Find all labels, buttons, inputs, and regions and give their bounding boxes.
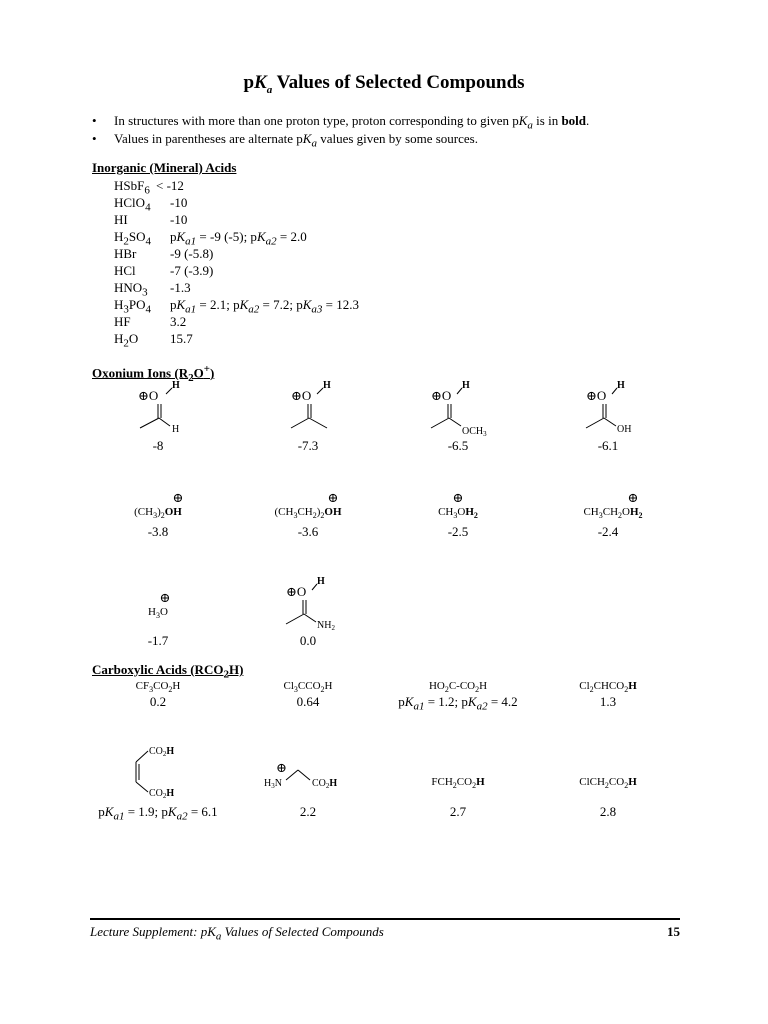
svg-text:⊕O: ⊕O (431, 388, 452, 403)
protonated-ketone-structure (285, 376, 355, 436)
protonated-ester-structure (425, 376, 505, 438)
svg-text:CO2H: $CO_2H$ (312, 778, 338, 790)
acid-formula: HF (114, 314, 131, 329)
acid-label: $Cl_2CHCO_2H$ (579, 680, 637, 695)
acid-formula: $H_3PO_4$ (114, 297, 152, 316)
page-title: $pK_a$ Values of Selected Compounds (243, 72, 525, 96)
pka-value: 1.3 (599, 694, 617, 709)
footer-rule (90, 918, 680, 920)
acid-formula: HCl (114, 263, 136, 278)
section-heading-inorganic: Inorganic (Mineral) Acids (92, 160, 237, 175)
acid-formula: HClO$_4$ (114, 195, 151, 214)
pka-value: $pK_{a1} = 1.2$; $pK_{a2} = 4.2$ (398, 694, 518, 713)
pka-value: 2.8 (599, 804, 617, 819)
oxonium-label: ⊕ $(CH_3)_2OH$ (134, 490, 184, 521)
pka-value: -2.4 (597, 524, 619, 539)
acid-formula: HSbF$_6$ (114, 178, 150, 197)
protonated-aldehyde-structure (130, 376, 200, 436)
acid-value: -10 (170, 195, 188, 210)
svg-text:H: H (462, 380, 470, 391)
oxonium-label: ⊕ $(CH_3CH_2)_2OH$ (274, 490, 342, 521)
note-item: • In structures with more than one proton type, proton corresponding to given $pK_a$ is in bold. (92, 112, 589, 130)
svg-text:H: H (172, 380, 180, 391)
oxonium-label: ⊕ $CH_3CH_2OH_2$ (583, 490, 643, 521)
acid-label: $CF_3CO_2H$ (135, 680, 181, 695)
acid-formula: $HNO_3$ (114, 280, 148, 299)
acid-formula: HI (114, 212, 128, 227)
svg-text:H: H (172, 424, 180, 435)
pka-value: 0.0 (299, 633, 317, 648)
pka-value: -6.1 (597, 438, 619, 453)
acid-value: < -12 (156, 178, 184, 193)
oxonium-label: ⊕ $CH_3OH_2$ (438, 490, 478, 521)
svg-text:H: H (617, 380, 625, 391)
acid-value: -9 (-5.8) (170, 246, 214, 261)
pka-value: -2.5 (447, 524, 469, 539)
svg-text:CO2H: $CO_2H$ (149, 788, 175, 800)
acid-label: $Cl_3CCO_2H$ (283, 680, 333, 695)
acid-formula: $H_2SO_4$ (114, 229, 152, 248)
acid-label: $HO_2C-CO_2H$ (428, 680, 488, 695)
pka-value: -3.6 (297, 524, 319, 539)
pka-value: 0.64 (296, 694, 320, 709)
acid-formula: HBr (114, 246, 137, 261)
pka-value: 2.7 (449, 804, 467, 819)
svg-text:H: H (317, 576, 325, 587)
maleic-acid-structure (118, 740, 198, 802)
pka-value: 0.2 (149, 694, 167, 709)
svg-text:CO2H: $CO_2H$ (149, 746, 175, 758)
protonated-acid-structure (580, 376, 650, 436)
protonated-amide-structure (280, 572, 360, 634)
notes-list (92, 112, 589, 148)
acid-label: $ClCH_2CO_2H$ (579, 776, 637, 791)
pka-value: -8 (152, 438, 164, 453)
glycinium-structure (262, 760, 362, 796)
acid-value: $pK_{a1} = -9$ (-5); $pK_{a2} = 2.0$ (170, 229, 307, 248)
oxonium-label: ⊕ $H_3O$ (148, 590, 171, 621)
svg-text:OH: OH (617, 424, 632, 435)
pka-value: -6.5 (447, 438, 469, 453)
svg-text:⊕O: ⊕O (291, 388, 312, 403)
section-heading-carboxylic: Carboxylic Acids $(RCO_2H)$ (92, 662, 244, 681)
acid-value: -7 (-3.9) (170, 263, 214, 278)
svg-text:NH2: $NH_2$ (317, 620, 335, 632)
svg-text:⊕O: ⊕O (138, 388, 159, 403)
svg-text:⊕: ⊕ (276, 760, 287, 775)
acid-formula: $H_2O$ (114, 331, 139, 350)
pka-value: 2.2 (299, 804, 317, 819)
acid-value: -1.3 (170, 280, 191, 295)
pka-value: -1.7 (147, 633, 169, 648)
acid-label: $FCH_2CO_2H$ (431, 776, 485, 791)
svg-text:OCH3: $OCH_3$ (462, 426, 487, 438)
acid-value: 3.2 (170, 314, 187, 329)
svg-text:H3N: $H_3N$ (264, 778, 282, 790)
note-item: • Values in parentheses are alternate $pK_a$ values given by some sources. (92, 130, 589, 148)
acid-value: 15.7 (170, 331, 193, 346)
svg-text:⊕O: ⊕O (286, 584, 307, 599)
page-number: 15 (667, 924, 680, 939)
pka-value: $pK_{a1} = 1.9$; $pK_{a2} = 6.1$ (98, 804, 218, 823)
svg-text:⊕O: ⊕O (586, 388, 607, 403)
footer-title: Lecture Supplement: $pK_a$ Values of Selected Compounds (90, 924, 384, 943)
svg-text:H: H (323, 380, 331, 391)
pka-value: -7.3 (297, 438, 319, 453)
acid-value: $pK_{a1} = 2.1$; $pK_{a2} = 7.2$; $pK_{a3} = 12.3$ (170, 297, 360, 316)
acid-value: -10 (170, 212, 188, 227)
pka-value: -3.8 (147, 524, 169, 539)
section-heading-oxonium: Oxonium Ions $(R_2O^+)$ (92, 363, 215, 384)
